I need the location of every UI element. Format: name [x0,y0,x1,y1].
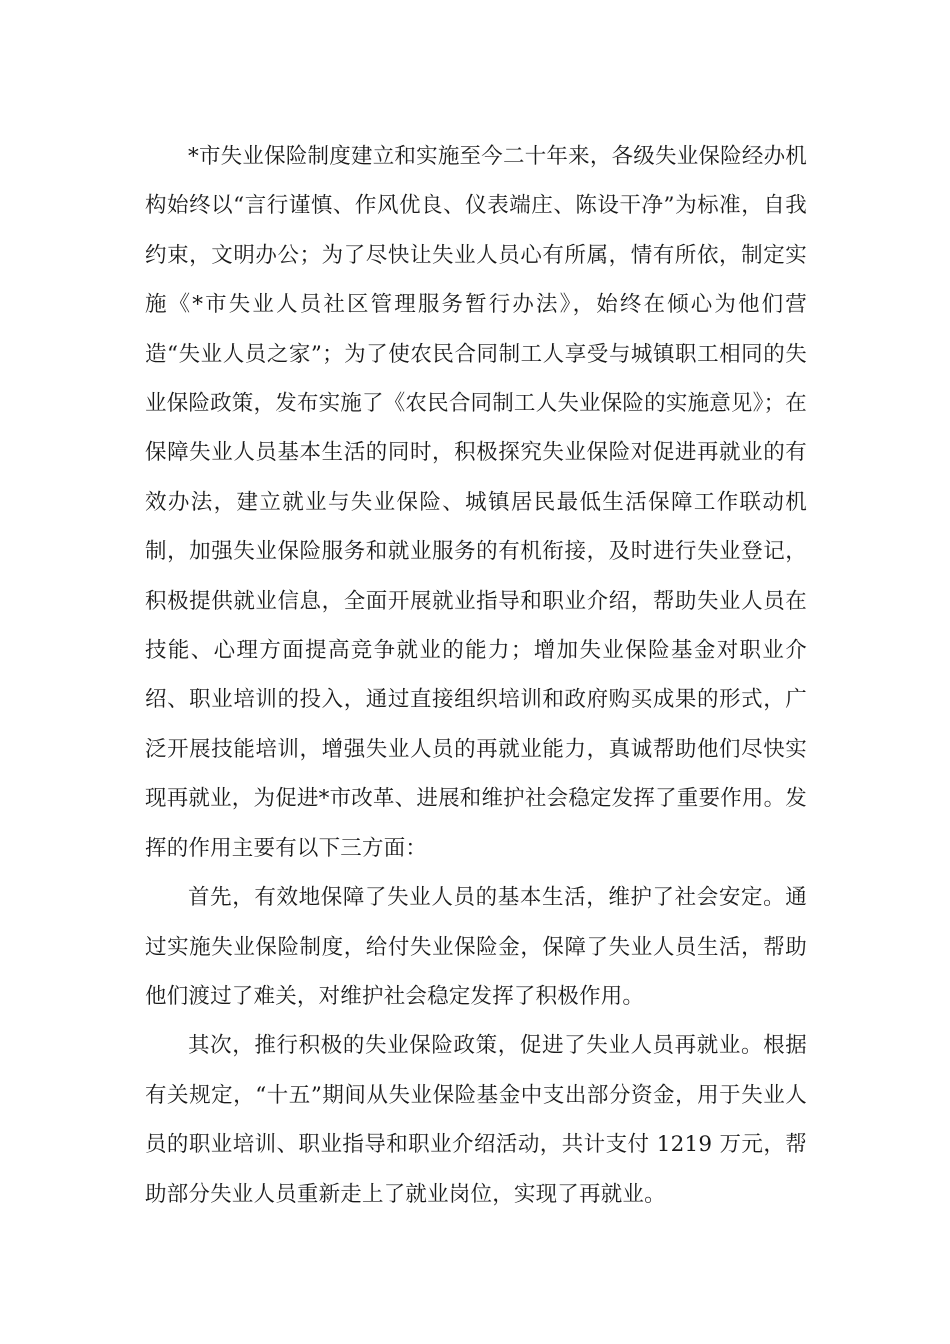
paragraph-first-effect: 首先，有效地保障了失业人员的基本生活，维护了社会安定。通过实施失业保险制度，给付失业保险金，保障了失业人员生活，帮助他们渡过了难关，对维护社会稳定发挥了积极作用。 [145,885,807,1009]
paragraph-intro: *市失业保险制度建立和实施至今二十年来，各级失业保险经办机构始终以“言行谨慎、作风优良、仪表端庄、陈设干净”为标准，自我约束，文明办公；为了尽快让失业人员心有所属，情有所依，制定实施《*市失业人员社区管理服务暂行办法》，始终在倾心为他们营造“失业人员之家”；为了使农民合同制工人享受与城镇职工相同的失业保险政策，发布实施了《农民合同制工人失业保险的实施意见》；在保障失业人员基本生活的同时，积极探究失业保险对促进再就业的有效办法，建立就业与失业保险、城镇居民最低生活保障工作联动机制，加强失业保险服务和就业服务的有机衔接，及时进行失业登记，积极提供就业信息，全面开展就业指导和职业介绍，帮助失业人员在技能、心理方面提高竞争就业的能力；增加失业保险基金对职业介绍、职业培训的投入，通过直接组织培训和政府购买成果的形式，广泛开展技能培训，增强失业人员的再就业能力，真诚帮助他们尽快实现再就业，为促进*市改革、进展和维护社会稳定发挥了重要作用。发挥的作用主要有以下三方面： [145,144,807,861]
paragraph-second-effect: 其次，推行积极的失业保险政策，促进了失业人员再就业。根据有关规定，“十五”期间从失业保险基金中支出部分资金，用于失业人员的职业培训、职业指导和职业介绍活动，共计支付 1219 万元，帮助部分失业人员重新走上了就业岗位，实现了再就业。 [145,1033,807,1207]
document-body [145,132,807,1219]
